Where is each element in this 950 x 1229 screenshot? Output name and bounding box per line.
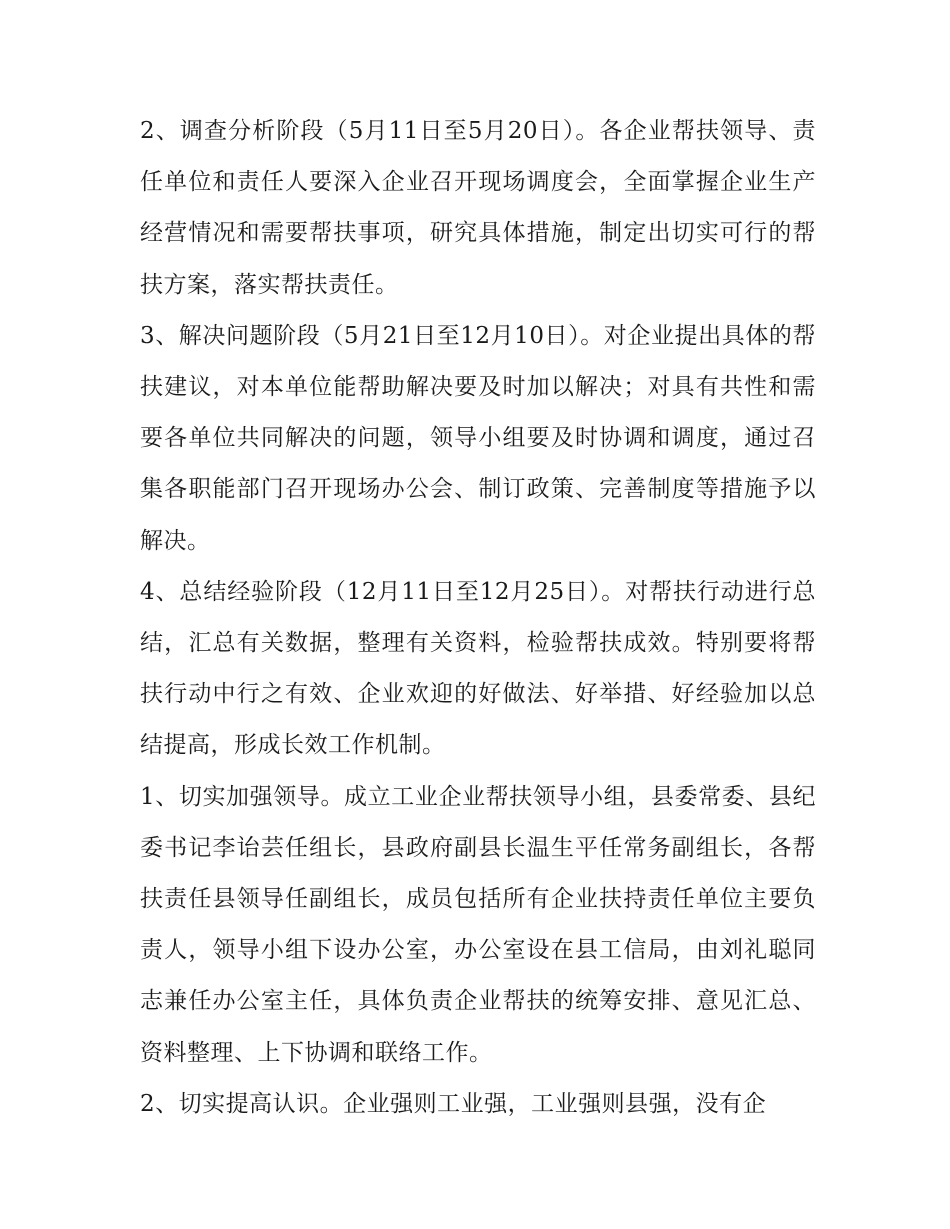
paragraph-investigation-stage: 2、调查分析阶段（5月11日至5月20日）。各企业帮扶领导、责任单位和责任人要深入企业召开现场调度会，全面掌握企业生产经营情况和需要帮扶事项，研究具体措施，制定出切实可行的帮扶方案，落实帮扶责任。: [140, 118, 816, 298]
paragraph-problem-solving-stage: 3、解决问题阶段（5月21日至12月10日）。对企业提出具体的帮扶建议，对本单位能帮助解决要及时加以解决；对具有共性和需要各单位共同解决的问题，领导小组要及时协调和调度，通过召集各职能部门召开现场办公会、制订政策、完善制度等措施予以解决。: [140, 322, 816, 554]
paragraph-strengthen-leadership: 1、切实加强领导。成立工业企业帮扶领导小组，县委常委、县纪委书记李诒芸任组长，县政府副县长温生平任常务副组长，各帮扶责任县领导任副组长，成员包括所有企业扶持责任单位主要负责人，领导小组下设办公室，办公室设在县工信局，由刘礼聪同志兼任办公室主任，具体负责企业帮扶的统筹安排、意见汇总、资料整理、上下协调和联络工作。: [140, 783, 816, 1066]
document-body: [140, 106, 816, 1130]
paragraph-summary-stage: 4、总结经验阶段（12月11日至12月25日）。对帮扶行动进行总结，汇总有关数据，整理有关资料，检验帮扶成效。特别要将帮扶行动中行之有效、企业欢迎的好做法、好举措、好经验加以总结提高，形成长效工作机制。: [140, 578, 816, 759]
paragraph-raise-awareness: 2、切实提高认识。企业强则工业强，工业强则县强，没有企: [140, 1090, 767, 1117]
